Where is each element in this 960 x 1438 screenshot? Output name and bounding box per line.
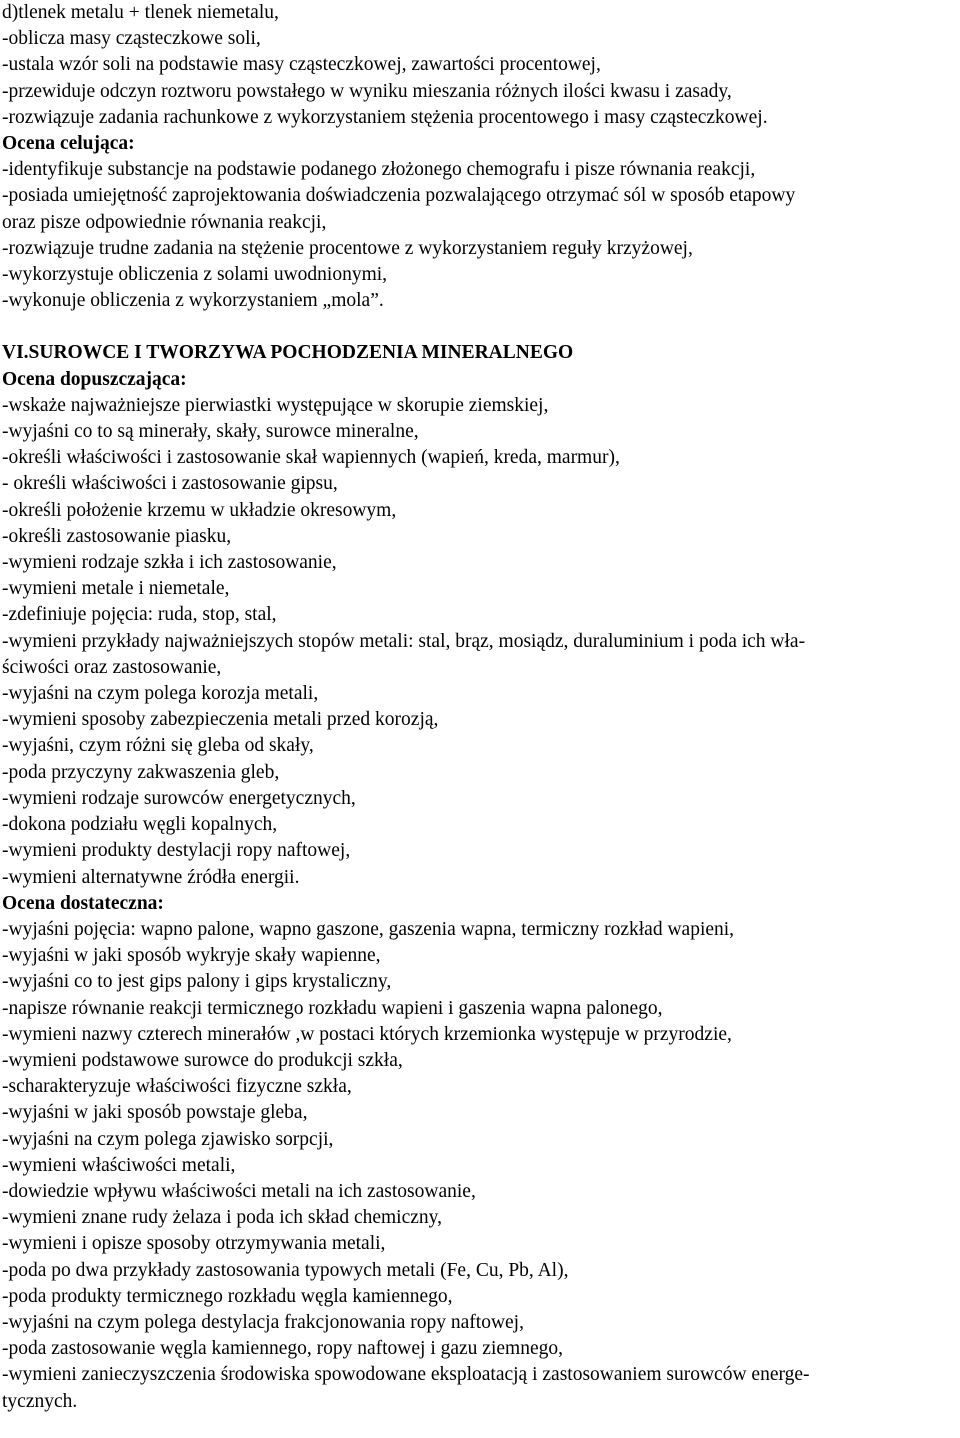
intro-line: -oblicza masy cząsteczkowe soli, — [2, 28, 261, 50]
intro-line: d)tlenek metalu + tlenek niemetalu, — [2, 2, 279, 23]
dostateczna-line: -wymieni znane rudy żelaza i poda ich skład chemiczny, — [2, 1207, 443, 1229]
dostateczna-line: -wyjaśni na czym polega destylacja frakcjonowania ropy naftowej, — [2, 1311, 524, 1333]
dostateczna-line: -napisze równanie reakcji termicznego rozkładu wapieni i gaszenia wapna palonego, — [2, 997, 663, 1019]
celujaca-block — [2, 131, 958, 314]
dostateczna-heading: Ocena dostateczna: — [2, 892, 164, 914]
celujaca-heading: Ocena celująca: — [2, 133, 135, 155]
dopuszczajaca-line: -wymieni metale i niemetale, — [2, 578, 230, 600]
dopuszczajaca-line: -wymieni przykłady najważniejszych stopów metali: stal, brąz, mosiądz, duraluminium i poda ich wła- — [2, 630, 806, 652]
dostateczna-block — [2, 891, 958, 1415]
dostateczna-line: -poda po dwa przykłady zastosowania typowych metali (Fe, Cu, Pb, Al), — [2, 1259, 569, 1281]
celujaca-line: -wykonuje obliczenia z wykorzystaniem „mola”. — [2, 290, 384, 312]
dopuszczajaca-line: -określi zastosowanie piasku, — [2, 525, 232, 547]
dostateczna-line: tycznych. — [2, 1390, 78, 1412]
intro-line: -przewiduje odczyn roztworu powstałego w wyniku mieszania różnych ilości kwasu i zasady, — [2, 80, 732, 102]
dopuszczajaca-line: ściwości oraz zastosowanie, — [2, 656, 222, 678]
dopuszczajaca-line: -wymieni alternatywne źródła energii. — [2, 866, 300, 888]
dostateczna-line: -scharakteryzuje właściwości fizyczne szkła, — [2, 1076, 352, 1098]
intro-line: -rozwiązuje zadania rachunkowe z wykorzystaniem stężenia procentowego i masy cząsteczkowej. — [2, 106, 768, 128]
dostateczna-line: -wymieni nazwy czterech minerałów ,w postaci których krzemionka występuje w przyrodzie, — [2, 1023, 732, 1045]
dopuszczajaca-line: -dokona podziału węgli kopalnych, — [2, 814, 278, 836]
dopuszczajaca-line: -poda przyczyny zakwaszenia gleb, — [2, 761, 280, 783]
dostateczna-line: -wyjaśni na czym polega zjawisko sorpcji, — [2, 1128, 334, 1150]
dostateczna-line: -poda produkty termicznego rozkładu węgla kamiennego, — [2, 1285, 453, 1307]
dopuszczajaca-line: - określi właściwości i zastosowanie gipsu, — [2, 473, 338, 495]
celujaca-line: -identyfikuje substancje na podstawie podanego złożonego chemografu i pisze równania reakcji, — [2, 159, 756, 181]
dopuszczajaca-block — [2, 367, 958, 891]
dopuszczajaca-line: -wymieni produkty destylacji ropy naftowej, — [2, 840, 351, 862]
dopuszczajaca-line: -wskaże najważniejsze pierwiastki występujące w skorupie ziemskiej, — [2, 394, 549, 416]
dopuszczajaca-line: -wyjaśni co to są minerały, skały, surowce mineralne, — [2, 421, 419, 443]
dostateczna-line: -wyjaśni co to jest gips palony i gips krystaliczny, — [2, 971, 392, 993]
dopuszczajaca-line: -wyjaśni, czym różni się gleba od skały, — [2, 735, 314, 757]
dostateczna-line: -wymieni właściwości metali, — [2, 1154, 236, 1176]
dostateczna-line: -wyjaśni pojęcia: wapno palone, wapno gaszone, gaszenia wapna, termiczny rozkład wapieni, — [2, 918, 735, 940]
dopuszczajaca-line: -wymieni sposoby zabezpieczenia metali przed korozją, — [2, 709, 439, 731]
dostateczna-line: -wyjaśni w jaki sposób powstaje gleba, — [2, 1102, 308, 1124]
document-page — [2, 0, 958, 1415]
dostateczna-line: -dowiedzie wpływu właściwości metali na ich zastosowanie, — [2, 1180, 476, 1202]
celujaca-line: -wykorzystuje obliczenia z solami uwodnionymi, — [2, 264, 388, 286]
intro-line: -ustala wzór soli na podstawie masy cząsteczkowej, zawartości procentowej, — [2, 54, 601, 76]
dopuszczajaca-line: -wymieni rodzaje szkła i ich zastosowanie, — [2, 552, 337, 574]
dopuszczajaca-line: -wyjaśni na czym polega korozja metali, — [2, 683, 319, 705]
dopuszczajaca-line: -zdefiniuje pojęcia: ruda, stop, stal, — [2, 604, 277, 626]
section-title: VI.SUROWCE I TWORZYWA POCHODZENIA MINERALNEGO — [2, 342, 574, 364]
dopuszczajaca-line: -określi właściwości i zastosowanie skał wapiennych (wapień, kreda, marmur), — [2, 447, 620, 469]
dopuszczajaca-line: -wymieni rodzaje surowców energetycznych, — [2, 787, 356, 809]
dostateczna-line: -poda zastosowanie węgla kamiennego, ropy naftowej i gazu ziemnego, — [2, 1338, 563, 1360]
celujaca-line: -rozwiązuje trudne zadania na stężenie procentowe z wykorzystaniem reguły krzyżowej, — [2, 237, 693, 259]
celujaca-line: oraz pisze odpowiednie równania reakcji, — [2, 211, 327, 233]
dostateczna-line: -wyjaśni w jaki sposób wykryje skały wapienne, — [2, 945, 381, 967]
dostateczna-line: -wymieni i opisze sposoby otrzymywania metali, — [2, 1233, 386, 1255]
celujaca-line: -posiada umiejętność zaprojektowania doświadczenia pozwalającego otrzymać sól w sposób etapowy — [2, 185, 796, 207]
dopuszczajaca-line: -określi położenie krzemu w układzie okresowym, — [2, 499, 397, 521]
intro-block — [2, 0, 958, 131]
dostateczna-line: -wymieni zanieczyszczenia środowiska spowodowane eksploatacją i zastosowaniem surowców energe- — [2, 1364, 810, 1386]
dopuszczajaca-heading: Ocena dopuszczająca: — [2, 368, 187, 390]
dostateczna-line: -wymieni podstawowe surowce do produkcji szkła, — [2, 1049, 403, 1071]
